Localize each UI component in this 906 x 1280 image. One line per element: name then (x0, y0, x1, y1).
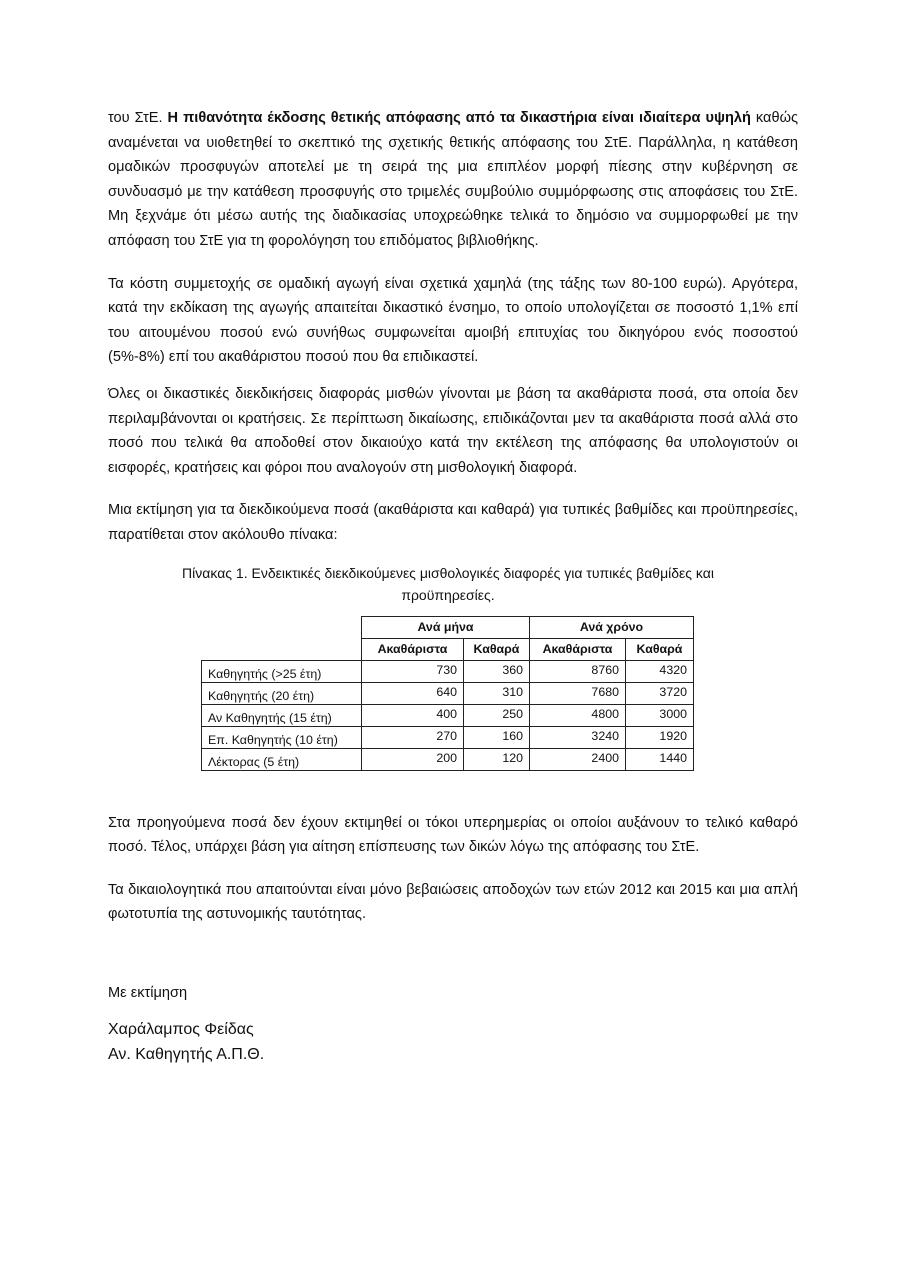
cell-value: 640 (362, 682, 464, 704)
table-row (202, 704, 694, 726)
cell-value: 1440 (626, 748, 694, 770)
row-label: Καθηγητής (20 έτη) (202, 682, 362, 704)
cell-value: 3240 (530, 726, 626, 748)
paragraph-4: Μια εκτίμηση για τα διεκδικούμενα ποσά (ακαθάριστα και καθαρά) για τυπικές βαθμίδες και προϋπηρεσίες, παρατίθεται στον ακόλουθο πίνακα: (108, 502, 798, 543)
sub-header-net-monthly: Καθαρά (464, 638, 530, 660)
table-row (202, 682, 694, 704)
sub-header-gross-yearly: Ακαθάριστα (530, 638, 626, 660)
cell-value: 200 (362, 748, 464, 770)
document-page (108, 106, 798, 1067)
row-label: Λέκτορας (5 έτη) (202, 748, 362, 770)
sub-header-net-yearly: Καθαρά (626, 638, 694, 660)
cell-value: 8760 (530, 660, 626, 682)
cell-value: 250 (464, 704, 530, 726)
table-row (202, 660, 694, 682)
sub-header-gross-monthly: Ακαθάριστα (362, 638, 464, 660)
paragraph-5: Στα προηγούμενα ποσά δεν έχουν εκτιμηθεί οι τόκοι υπερημερίας οι οποίοι αυξάνουν το τελικό καθαρό ποσό. Τέλος, υπάρχει βάση για αίτηση επίσπευσης των δικών λόγω της απόφασης του ΣτΕ. (108, 814, 798, 856)
paragraph-1-rest: καθώς αναμένεται να υιοθετηθεί το σκεπτικό της σχετικής θετικής απόφασης του ΣτΕ. Παράλληλα, η κατάθεση ομαδικών προσφυγών αποτελεί με τη σειρά της μια επιπλέον μορφή πίεσης στην κυβέρνηση σε συνδυασμό με την κατάθεση προσφυγής στο τριμελές συμβούλιο συμμόρφωσης στις αποφάσεις του ΣτΕ. Μη ξεχνάμε ότι μέσω αυτής της διαδικασίας υποχρεώθηκε τελικά το δημόσιο να συμμορφωθεί με την απόφαση του ΣτΕ για τη φορολόγηση του επιδόματος βιβλιοθήκης. (108, 110, 799, 249)
paragraph-1 (108, 106, 798, 254)
table-group-header-row (202, 616, 694, 638)
cell-value: 7680 (530, 682, 626, 704)
row-label: Αν Καθηγητής (15 έτη) (202, 704, 362, 726)
cell-value: 310 (464, 682, 530, 704)
paragraph-6: Τα δικαιολογητικά που απαιτούνται είναι μόνο βεβαιώσεις αποδοχών των ετών 2012 και 2015 και μια απλή φωτοτυπία της αστυνομικής ταυτότητας. (108, 881, 798, 923)
signer-title: Αν. Καθηγητής Α.Π.Θ. (108, 1045, 265, 1063)
table-corner (202, 616, 362, 638)
cell-value: 400 (362, 704, 464, 726)
signer-name: Χαράλαμπος Φείδας (108, 1020, 254, 1038)
row-label: Καθηγητής (>25 έτη) (202, 660, 362, 682)
table-corner (202, 638, 362, 660)
group-header-yearly: Ανά χρόνο (530, 616, 694, 638)
table-row (202, 726, 694, 748)
paragraph-2: Τα κόστη συμμετοχής σε ομαδική αγωγή είναι σχετικά χαμηλά (της τάξης των 80-100 ευρώ). Αργότερα, κατά την εκδίκαση της αγωγής απαιτείται δικαστικό ένσημο, το οποίο υπολογίζεται σε ποσοστό 1,1% επί του αιτουμένου ποσού ενώ συνήθως συμφωνείται αμοιβή επιτυχίας του δικηγόρου ενός ποσοστού (5%-8%) επί του ακαθάριστου ποσού που θα επιδικαστεί. (108, 275, 798, 366)
cell-value: 270 (362, 726, 464, 748)
table-caption: Πίνακας 1. Ενδεικτικές διεκδικούμενες μισθολογικές διαφορές για τυπικές βαθμίδες και προϋπηρεσίες. (182, 564, 714, 603)
salary-table (201, 616, 694, 771)
paragraph-3: Όλες οι δικαστικές διεκδικήσεις διαφοράς μισθών γίνονται με βάση τα ακαθάριστα ποσά, στα οποία δεν περιλαμβάνονται οι κρατήσεις. Σε περίπτωση δικαίωσης, επιδικάζονται μεν τα ακαθάριστα ποσά αλλά στο ποσό που τελικά θα αποδοθεί στον δικαιούχο κατά την εκτέλεση της απόφασης θα υπολογιστούν οι εισφορές, κρατήσεις και φόροι που αναλογούν στη μισθολογική διαφορά. (108, 385, 798, 476)
cell-value: 3720 (626, 682, 694, 704)
signature-block (108, 1017, 798, 1067)
paragraph-1-start: του ΣτΕ. (108, 110, 168, 126)
closing-greeting: Με εκτίμηση (108, 984, 188, 1001)
table-row (202, 748, 694, 770)
cell-value: 120 (464, 748, 530, 770)
group-header-monthly: Ανά μήνα (362, 616, 530, 638)
cell-value: 360 (464, 660, 530, 682)
table-sub-header-row (202, 638, 694, 660)
cell-value: 4320 (626, 660, 694, 682)
cell-value: 730 (362, 660, 464, 682)
cell-value: 3000 (626, 704, 694, 726)
row-label: Επ. Καθηγητής (10 έτη) (202, 726, 362, 748)
cell-value: 4800 (530, 704, 626, 726)
cell-value: 1920 (626, 726, 694, 748)
cell-value: 2400 (530, 748, 626, 770)
cell-value: 160 (464, 726, 530, 748)
paragraph-1-bold: Η πιθανότητα έκδοσης θετικής απόφασης από τα δικαστήρια είναι ιδιαίτερα υψηλή (167, 110, 751, 126)
